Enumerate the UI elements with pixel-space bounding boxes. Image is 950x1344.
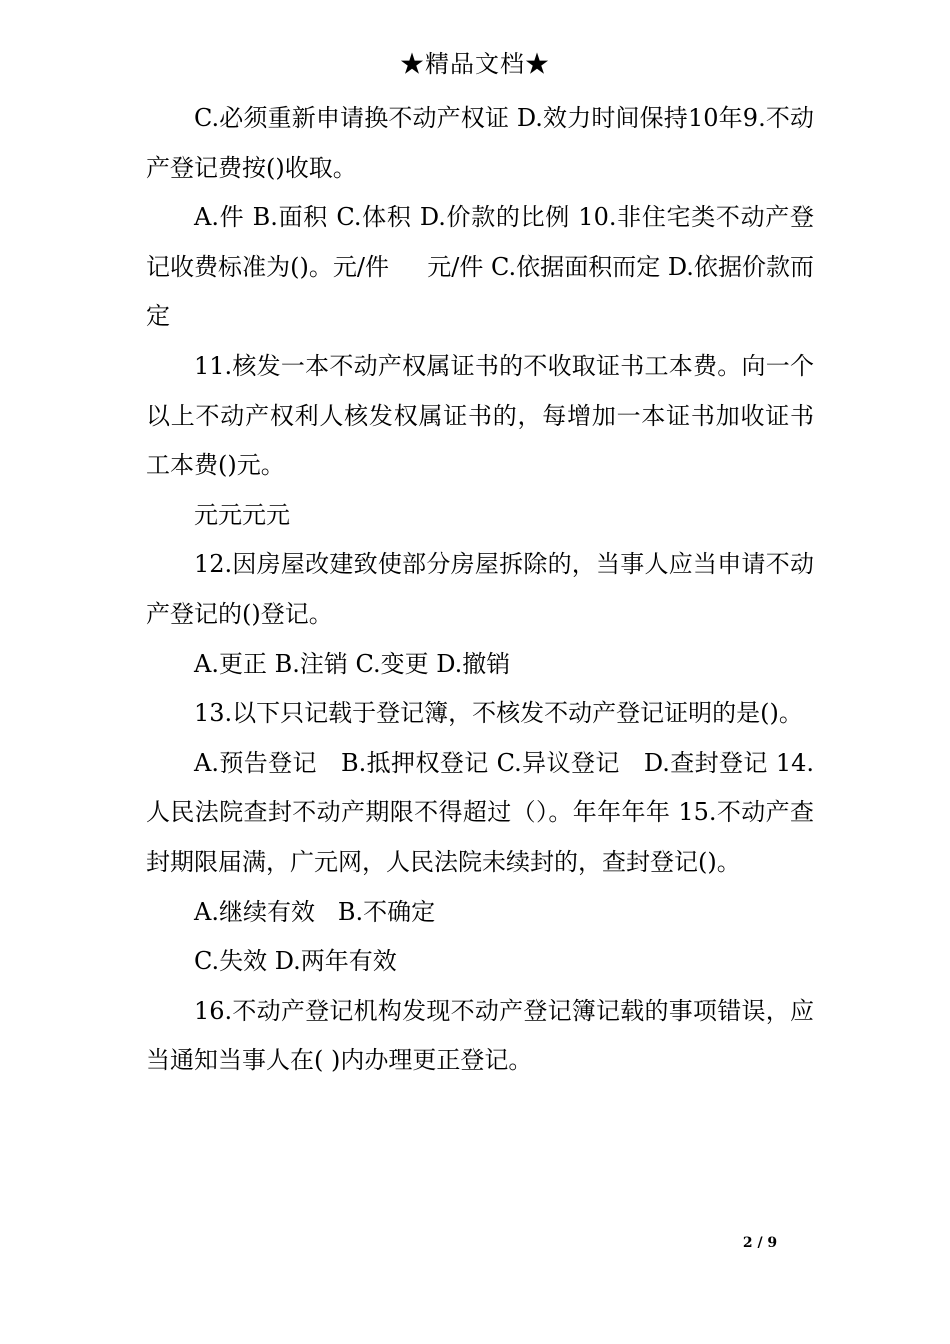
paragraph-10: C.失效 D.两年有效 xyxy=(194,947,397,976)
paragraph-6: A.更正 B.注销 C.变更 D.撤销 xyxy=(194,649,511,678)
page-header-title: ★精品文档★ xyxy=(400,50,550,78)
paragraph-3: 11.核发一本不动产权属证书的不收取证书工本费。向一个以上不动产权利人核发权属证书的，每增加一本证书加收证书工本费()元。 xyxy=(146,351,814,480)
document-body xyxy=(146,94,814,1086)
paragraph-11: 16.不动产登记机构发现不动产登记簿记载的事项错误，应当通知当事人在( )内办理更正登记。 xyxy=(146,996,814,1075)
paragraph-1: C.必须重新申请换不动产权证 D.效力时间保持10年9.不动产登记费按()收取。 xyxy=(146,104,814,182)
paragraph-9: A.继续有效 B.不确定 xyxy=(194,897,436,926)
paragraph-7: 13.以下只记载于登记簿，不核发不动产登记证明的是()。 xyxy=(194,699,803,728)
paragraph-5: 12.因房屋改建致使部分房屋拆除的，当事人应当申请不动产登记的()登记。 xyxy=(146,550,814,628)
paragraph-8: A.预告登记 B.抵押权登记 C.异议登记 D.查封登记 14.人民法院查封不动产期限不得超过（）。年年年年 15.不动产查封期限届满，广元网，人民法院未续封的，查封登记()。 xyxy=(146,748,814,876)
paragraph-2: A.件 B.面积 C.体积 D.价款的比例 10.非住宅类不动产登记收费标准为()。元/件 元/件 C.依据面积而定 D.依据价款而定 xyxy=(146,203,814,331)
paragraph-4: 元元元元 xyxy=(194,500,290,529)
page-number: 2 / 9 xyxy=(742,1235,778,1251)
